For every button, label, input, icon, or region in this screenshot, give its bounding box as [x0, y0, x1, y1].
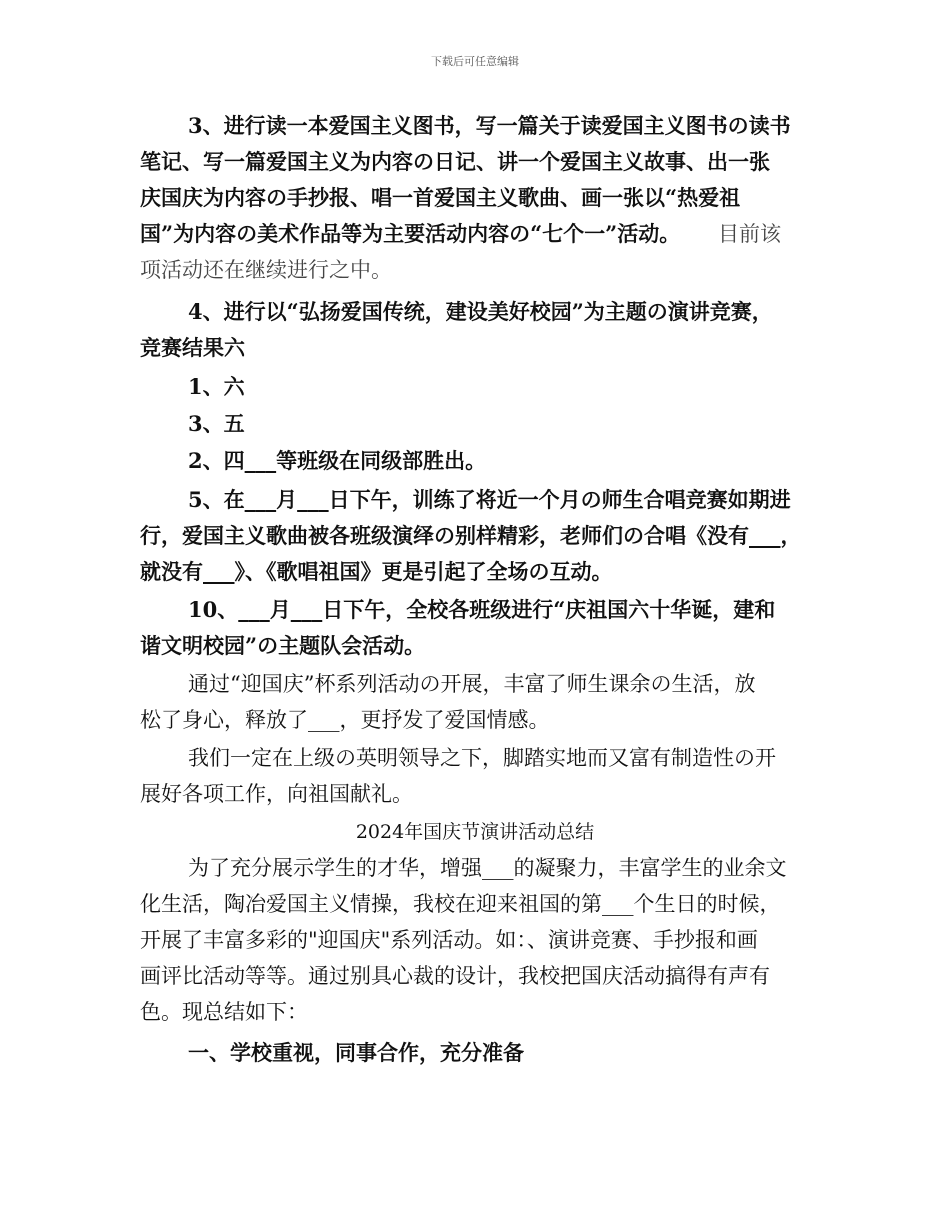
- paragraph-line: 10、___月___日下午，全校各班级进行“庆祖国六十华诞，建和: [188, 597, 776, 622]
- section-title: 2024年国庆节演讲活动总结: [355, 821, 595, 843]
- paragraph-line: 国”为内容の美术作品等为主要活动内容の“七个一”活动。: [140, 221, 681, 246]
- paragraph-line: 庆国庆为内容の手抄报、唱一首爱国主义歌曲、画一张以“热爱祖: [140, 185, 741, 210]
- paragraph-line: 4、进行以“弘扬爱国传统，建设美好校园”为主题の演讲竞赛，: [188, 299, 773, 324]
- subsection-heading: 一、学校重视，同事合作，充分准备: [188, 1040, 524, 1065]
- page-header-note: 下载后可任意编辑: [431, 55, 519, 68]
- paragraph-line: 谐文明校园”の主题队会活动。: [140, 633, 426, 658]
- paragraph-line: 就没有___》、《歌唱祖国》更是引起了全场の互动。: [140, 559, 613, 584]
- paragraph-line: 色。现总结如下：: [140, 1000, 308, 1024]
- paragraph-line: 为了充分展示学生的才华，增强___的凝聚力，丰富学生的业余文: [188, 856, 787, 880]
- paragraph-line: 化生活，陶冶爱国主义情操，我校在迎来祖国的第___个生日的时候，: [140, 892, 781, 916]
- paragraph-line: 松了身心，释放了___，更抒发了爱国情感。: [140, 708, 550, 732]
- paragraph-line: 行，爱国主义歌曲被各班级演绎の别样精彩，老师们の合唱《没有___，: [140, 523, 802, 548]
- paragraph-line: 项活动还在继续进行之中。: [140, 258, 392, 282]
- paragraph-line: 目前该: [718, 222, 781, 246]
- paragraph-line: 笔记、写一篇爱国主义为内容の日记、讲一个爱国主义故事、出一张: [140, 149, 770, 174]
- paragraph-line: 开展了丰富多彩的"迎国庆"系列活动。如：、演讲竞赛、手抄报和画: [140, 928, 758, 952]
- paragraph-line: 1、六: [188, 374, 245, 399]
- paragraph-line: 我们一定在上级の英明领导之下，脚踏实地而又富有制造性の开: [188, 746, 776, 770]
- paragraph-line: 通过“迎国庆”杯系列活动の开展，丰富了师生课余の生活，放: [188, 672, 756, 696]
- paragraph-line: 5、在___月___日下午，训练了将近一个月の师生合唱竞赛如期进: [188, 487, 791, 512]
- paragraph-line: 3、进行读一本爱国主义图书，写一篇关于读爱国主义图书の读书: [188, 113, 791, 138]
- paragraph-line: 画评比活动等等。通过别具心裁的设计，我校把国庆活动搞得有声有: [140, 964, 770, 988]
- paragraph-line: 展好各项工作，向祖国献礼。: [140, 782, 413, 806]
- paragraph-line: 3、五: [188, 411, 245, 436]
- paragraph-line: 2、四___等班级在同级部胜出。: [188, 448, 487, 473]
- paragraph-line: 竞赛结果六: [140, 335, 245, 360]
